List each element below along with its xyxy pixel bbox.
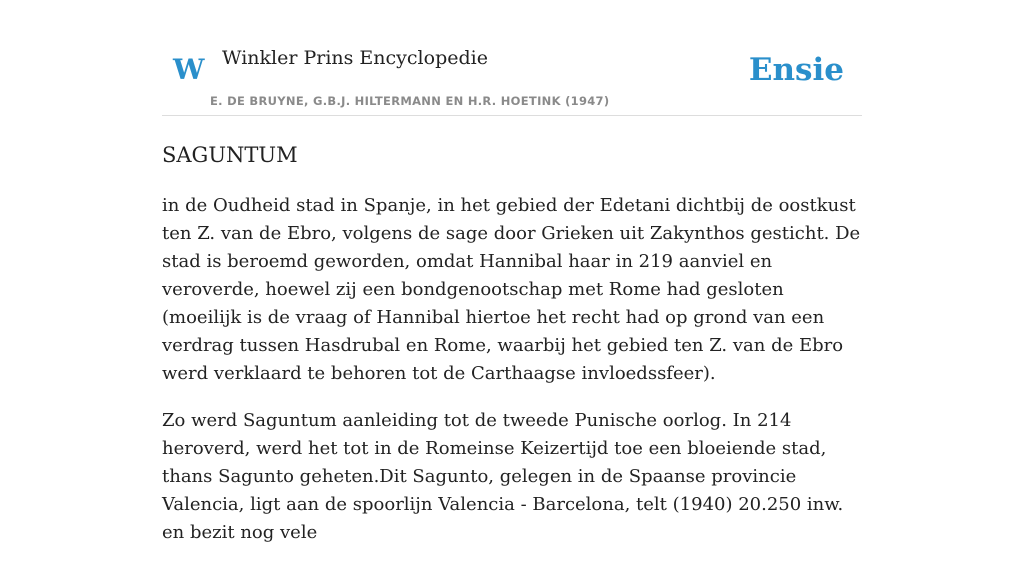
- entry-paragraph: Zo werd Saguntum aanleiding tot de tweede Punische oorlog. In 214 heroverd, werd het tot in de Romeinse Keizertijd toe een bloeiende stad, thans Sagunto geheten.Dit Sagunto, gelegen in de Spaanse provincie Valencia, ligt aan de spoorlijn Valencia - Barcelona, telt (1940) 20.250 inw. en bezit nog vele: [162, 410, 844, 543]
- publication-authors: E. DE BRUYNE, G.B.J. HILTERMANN EN H.R. HOETINK (1947): [210, 94, 610, 108]
- entry-paragraph: in de Oudheid stad in Spanje, in het gebied der Edetani dichtbij de oostkust ten Z. van de Ebro, volgens de sage door Grieken uit Zakynthos gesticht. De stad is beroemd geworden, omdat Hannibal haar in 219 aanviel en veroverde, hoewel zij een bondgenootschap met Rome had gesloten (moeilijk is de vraag of Hannibal hiertoe het recht had op grond van een verdrag tussen Hasdrubal en Rome, waarbij het gebied ten Z. van de Ebro werd verklaard te behoren tot de Carthaagse invloedssfeer).: [162, 195, 861, 384]
- publication-header: [162, 40, 862, 116]
- publication-title[interactable]: Winkler Prins Encyclopedie: [222, 47, 488, 69]
- publication-logo[interactable]: W: [173, 53, 205, 86]
- entry-body: [162, 192, 866, 566]
- entry-title: SAGUNTUM: [162, 143, 298, 167]
- ensie-logo[interactable]: Ensie: [748, 52, 844, 88]
